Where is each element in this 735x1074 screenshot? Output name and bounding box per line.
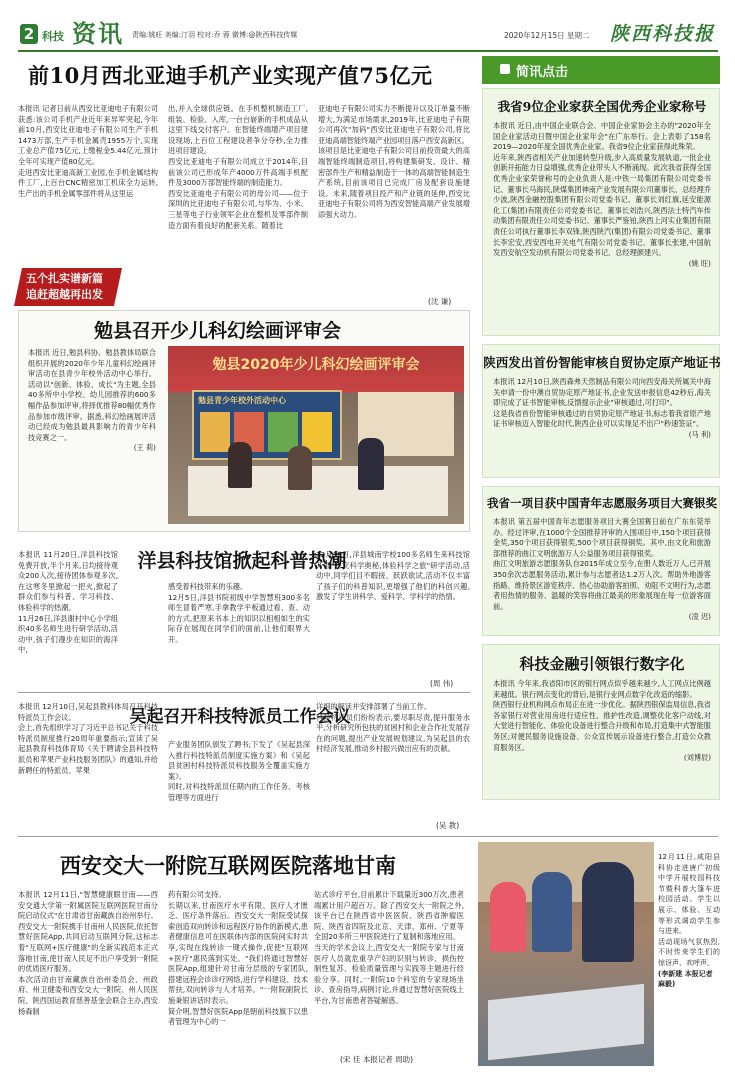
photo-person xyxy=(582,862,634,962)
headline-mianxian: 勉县召开少儿科幻绘画评审会 xyxy=(94,320,342,342)
article-byd-col2: 出,并入全球供应链。在手机整机制造工厂,组装、检验、入库,一台台崭新的手机成品从这里下线交付客户。在智能终端增产项目建设现场,上百位工程建设者争分夺秒,全力推进项目建设。 西安比亚迪电子有限公司成立于2014年,目前该公司已形成年产4000万件高端手机配件及3000万部智能终端的制造能力。 西安比亚迪电子有限公司的母公司——位于深圳的比亚迪电子有限公司,与华为、小米、三星等电子行业领军企业在整机及零部件制造方面有着良好的配套关系。随着比 xyxy=(168,104,308,230)
brief-text: 本报讯 今年来,我省阳市区的银行网点似乎越来越少,人工网点比例越来越低。银行网点变化的背后,是银行业网点数字化改造的缩影。 陕西银行业机构网点布局正在进一步优化。据陕西银保监局信息,我省各家银行对营业用房进行适应性、推护性改造,调整优化客户动线,对大堂进行智能化、体验化设备进行整合升级和布局,打造集中式智能服务区;对便民服务设施设备、公众宣传展示设备进行整合,打造公众教育服务区。 (刘博辰) xyxy=(493,679,711,763)
brief-text: 本报讯 近日,由中国企业联合会、中国企业家协会主办的"2020年全国企业家活动日暨中国企业家年会"在广东举行。会上表彰了158名2019—2020年度全国优秀企业家。我省9位企业家获得此殊荣。 近年来,陕西省相关产业加速转型升级,步入高质量发展轨道,一批企业创新开拓能力日益增强,优秀企业带头人不断涌现。此次我省获得全国优秀企业家荣誉称号的企业负责人是:中铁一局集团有限公司党委书记、董事长马海民,陕煤集团神南产业发展有限公司董事长、总经理乔少波,陕西金融控股集团有限公司党委书记、董事长刘红旗,延安能源化工(集团)有限责任公司党委书记、董事长刘浩兴,陕西法士特汽车传动集团有限责任公司党委书记、董事长严鉴铂,陕西上河实业集团有限责任公司执行董事长李双锋,陕西陕汽(集团)有限公司党委书记、董事长李宏安,西安西电开关电气有限公司党委书记、董事长张建,中国航发西安航空发动机有限公司党委书记、总经理颜建兴。 (姚 旺) xyxy=(493,121,711,268)
photo-person xyxy=(288,446,312,490)
article-yangxian-col3: 12月10日,洋县城南学校100多名师生来科技馆开展"探究科学奥秘,体验科学之旅"研学活动,活动中,同学们目不暇接、跃跃欲试,活动不仅丰富了孩子们的科普知识,更增强了他们的科创兴趣,激发了学生讲科学、爱科学、学科学的热情。 xyxy=(316,550,470,602)
photo-caption-byline: (李新建 本报记者 麻毅) xyxy=(658,969,713,989)
brief-text: 本报讯 12月10日,陕西森弗天然制品有限公司向西安海关所属关中海关申请一份中澳自贸协定原产地证书,企业发送申报信息42秒后,海关即完成了证书智能审核,反馈提示企业"审核通过,可打印"。 这是我省首份智能审核通过的自贸协定原产地证书,标志着我省原产地证书审核迈入智能化时代,陕西企业可以实现足不出户"秒速签证"。 (马 利) xyxy=(493,377,711,439)
section-label: 资讯 xyxy=(72,19,124,48)
article-byd-col1: 本报讯 记者日前从西安比亚迪电子有限公司获悉:该公司手机产业近年来异军突起,今年前10月,西安比亚迪电子有限公司生产手机1473万部,生产手机金属壳1955万个,实现工业总产值75亿元,上缴税金5.44亿元,预计全年可实现产值80亿元。 走进西安比亚迪高新工业园,在手机金属结构件工厂,上百台CNC精密加工机床全力运转,生产出的手机金属零部件将从这里运 xyxy=(18,104,158,198)
brief-title: 陕西发出首份智能审核自贸协定原产地证书 xyxy=(483,355,721,370)
article-xjtu-col3: 站式诊疗平台,目前累计下载量近300万次,患者端累计用户超百万。除了西安交大一附院之外,该平台已在陕西省中医医院、陕西省肿瘤医院、陕西省四院及北京、天津、郑州、宁夏等全国20多所三甲医院进行了复制和落地应用。 当天的学术会议上,西安交大一附院专家与甘南医疗人员就危重孕产妇的识别与转诊、损伤控制性复苏、检验质量管理与实践等主题进行经验分享。同时,一附院10个科室的专家现场坐诊、查房指导,病例讨论,并通过智慧好医院线上平台,为甘南患者答疑解惑。 xyxy=(314,890,464,1005)
page-header xyxy=(0,0,735,54)
byline-mianxian: (王 莉) xyxy=(133,443,156,453)
brief-item xyxy=(482,486,720,636)
article-wuqi-col2: 产业服务团队颁发了聘书;下发了《吴起县深入推行科技特派员制度实施方案》和《吴起县贫困村科技特派员科技服务全覆盖实施方案》。 同时,对科技特派员任期内的工作任务、考核管理等方面进行 xyxy=(168,740,310,802)
headline-xjtu-hospital: 西安交大一附院互联网医院落地甘南 xyxy=(60,853,396,878)
brief-title: 我省9位企业家获全国优秀企业家称号 xyxy=(497,99,707,114)
photo-students-science xyxy=(478,842,654,1066)
photo-table xyxy=(188,466,448,516)
brief-text: 本报讯 第五届中国青年志愿服务项目大赛全国赛日前在广东东莞举办。经过评审,在1000个全国推荐评审的入围项目中,150个项目获得金奖,350个项目获得银奖,500个项目获得铜奖。其中,由文化和旅游部推荐的曲江文明旅游万人公益服务项目获得银奖。 曲江文明旅游志愿服务队自2015年成立至今,在册人数近万人,已开展350余次志愿服务活动,累计参与志愿者达1.2万人次。帮助外地游客指路、维持景区游览秩序、热心协助游客拍照、劝阻不文明行为,志愿者用热情的服务、温暖的笑容将曲江最美的形象展现在每一位游客面前。 (凌 迟) xyxy=(493,517,711,622)
divider xyxy=(18,836,718,837)
photo-painting-review xyxy=(168,346,464,524)
brief-item xyxy=(482,344,720,478)
brief-title: 我省一项目获中国青年志愿服务项目大赛银奖 xyxy=(487,496,717,510)
article-byd-col3: 亚迪电子有限公司实力不断提升以及订单量不断增大,为满足市场需求,2019年,比亚迪电子有限公司再次"加码"西安比亚迪电子有限公司,将比亚迪高端智能终端产业园项目落户西安高新区。 该项目是比亚迪电子有限公司目前投资最大的高端智能终端制造项目,将构建集研发、设计、精密部件生产和精益制造于一体的高端智能制造生产系统,目前该项目已完成厂房及配套设施建设。未来,随着项目投产和产业链的延伸,西安比亚迪电子有限公司将为西安智能高端产业发展增添强大动力。 xyxy=(318,104,470,219)
article-xjtu-col1: 本报讯 12月11日,"智慧健康眼甘南——西安交通大学第一附属医院互联网医院甘南分院启动仪式"在甘肃省甘南藏族自治州举行。 西安交大一附院携手甘南州人民医院,依托智慧好医院App,共同启动互联网分院,这标志着"互联网+医疗健康"的全新实践范本正式落地甘南,使甘南人民足不出户享受到一附院的优质医疗服务。 本次活动由甘南藏族自治州委员会、州政府、州卫健委和西安交大一附院、州人民医院、陕西国运教育慈善基金会联合主办,西安杨森制 xyxy=(18,890,158,1016)
brief-byline: (凌 迟) xyxy=(688,612,711,622)
editor-credits: 责编:姚旺 美编:汀羽 校对:乔 蓉 微博:@陕西科技传媒 xyxy=(132,31,298,39)
article-mianxian-text: 本报讯 近日,勉县科协、勉县教体局联合组织开展的2020年少年儿童科幻绘画评审活动在县青少年校外活动中心举行。活动以"创新、体验、成长"为主题,全县40多所中小学校、幼儿园推荐的600多幅作品参加评审,将择优推荐80幅优秀作品参加市级评审。据悉,科幻绘画展评活动已经成为勉县最具影响力的青少年科技竞赛之一。 (王 莉) xyxy=(28,348,156,453)
headline-wuqi: 吴起召开科技特派员工作会议 xyxy=(129,707,351,727)
newspaper-masthead: 陕西科技报 xyxy=(610,23,716,45)
photo-person xyxy=(228,442,252,488)
campaign-tag-line2: 追赶超越再出发 xyxy=(26,288,103,301)
brief-item xyxy=(482,644,720,800)
header-rule xyxy=(18,50,718,52)
brief-byline: (姚 旺) xyxy=(688,258,711,268)
brief-title: 科技金融引领银行数字化 xyxy=(519,655,685,673)
article-wuqi-col1: 本报讯 12月10日,吴起县教科体局召开科技特派员工作会议。 会上,首先组织学习了习近平总书记关于科技特派员制度推行20周年重要指示;宣读了吴起县教育科技体育局《关于聘请全县科技特派员和苹果产业科技服务团队》的通知,并给新聘任的特派员、苹果 xyxy=(18,702,158,775)
briefs-banner xyxy=(482,56,720,84)
photo-display-board: 勉县青少年校外活动中心 xyxy=(192,390,342,460)
byline-xjtu: (宋 佳 本报记者 周助) xyxy=(340,1055,414,1064)
brief-byline: (刘博辰) xyxy=(683,753,711,763)
photo-person xyxy=(490,882,526,952)
article-wuqi-col3: 详细的解读并安排部署了当前工作。 科技特派员们纷纷表示,要尽职尽责,提升服务水平,分析研究所包扶的贫困村和企业合作社发展存在的问题,提出产业发展规划建议,为吴起县的农村经济发展,推动乡村振兴做出应有的贡献。 xyxy=(316,702,470,754)
campaign-tag-line1: 五个扎实谱新篇 xyxy=(26,272,103,285)
photo-banner-text: 勉县2020年少儿科幻绘画评审会 xyxy=(212,357,420,373)
issue-date: 2020年12月15日 星期二 xyxy=(504,31,590,40)
photo-person xyxy=(532,872,572,952)
article-xjtu-col2: 药有限公司支持。 长期以来,甘南医疗水平有限、医疗人才匮乏、医疗条件落后。西安交大一附院受试探索创造双向转诊和远程医疗协作的新模式,患者健康信息可在医联体内部的医院间实时共享,实现在线转诊一键式操作,促使"互联网+医疗"惠民落到实处。"我们将通过智慧好医院App,组建针对甘南分层级的专家团队,搭建远程会诊诊疗网络,进行学科建设、技术帮扶,双向转诊与人才培养。"一附院副院长施秉银讲话时表示。 简介明,智慧好医院App是朝前科技旗下以患者管理为中心的一 xyxy=(168,890,308,1027)
byline-yangxian: (周 伟) xyxy=(430,679,454,688)
photo-caption: 12月11日,咸阳县科协走进唐广初级中学开展校园科技节暨科普大篷车进校园活动。学生以展示、体验、互动等形式调动学生参与进来。 活动现场气氛热烈,不时传来学生们的惊讶声、欢呼声。 (李新建 本报记者 麻毅) xyxy=(658,853,720,989)
page-number: 2 xyxy=(20,24,38,44)
section-label-small: 科技 xyxy=(42,30,64,43)
photo-device-table xyxy=(488,984,644,1060)
campaign-tag xyxy=(18,264,128,308)
byline-wuqi: (吴 教) xyxy=(436,821,460,830)
divider xyxy=(18,692,470,693)
briefs-column xyxy=(482,56,720,804)
article-yangxian-col2: 感受着科技带来的乐趣。 12月5日,洋县书院初级中学智慧班300多名师生冒着严寒,手拿教学平板通过看、查、动的方式,把原来书本上的知识以相相如生的实际存在展现在同学们的面前,让他们眼界大开。 xyxy=(168,582,310,644)
flag-icon xyxy=(500,64,510,74)
brief-item xyxy=(482,88,720,336)
article-yangxian-col1: 本报讯 11月20日,洋县科技馆免费开放,半个月来,日均接待观众200人次,接待团体参观多次,在这寒冬里掀起一把火,掀起了群众们参与科普、学习科技、体验科学的热潮。 11月26日,洋县谢村中心小学组织40多名师生进行研学活动,活动中,孩子们漫步在知识的海洋中, xyxy=(18,550,118,655)
brief-byline: (马 利) xyxy=(688,429,711,439)
photo-person xyxy=(358,438,384,490)
headline-yangxian: 洋县科技馆掀起科普热潮 xyxy=(137,550,347,572)
briefs-banner-title: 简讯点击 xyxy=(516,65,569,80)
headline-byd: 前10月西北亚迪手机产业实现产值75亿元 xyxy=(28,63,433,88)
byline-byd: (沈 谦) xyxy=(428,297,452,306)
